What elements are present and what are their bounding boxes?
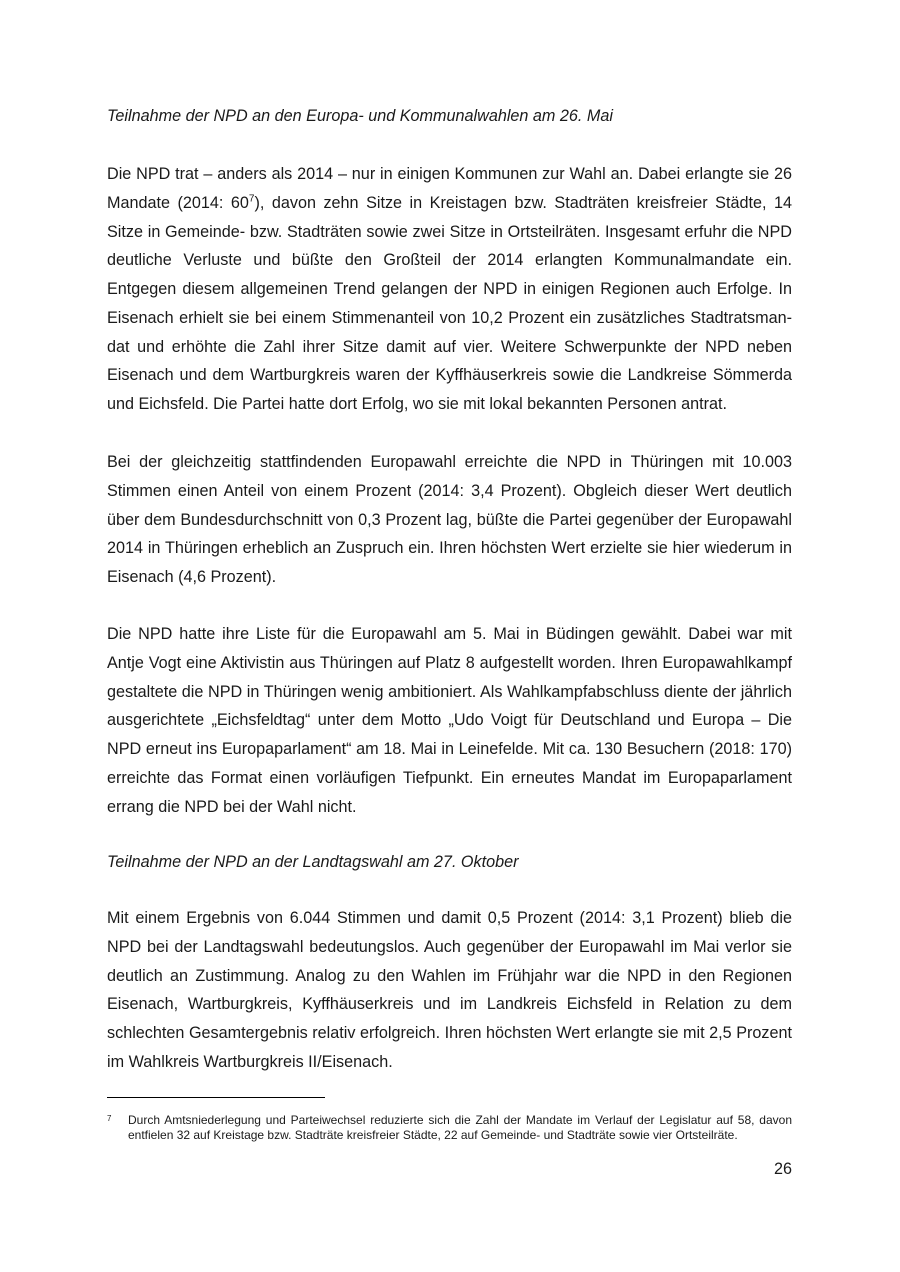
section-heading-landtagswahl: Teilnahme der NPD an der Landtagswahl am 27. Oktober	[107, 853, 519, 871]
footnote	[107, 1113, 792, 1143]
footnote-divider	[107, 1097, 325, 1098]
paragraph-landtagswahl: Mit einem Ergebnis von 6.044 Stimmen und damit 0,5 Prozent (2014: 3,1 Prozent) blieb die NPD bei der Landtagswahl bedeutungslos. Auch gegenüber der Europawahl im Mai verlor sie deutlich an Zustimmung. Analog zu den Wahlen im Frühjahr war die NPD in den Regionen Eisenach, Wartburgkreis, Kyffhäuserkreis und im Landkreis Eichsfeld in Relation zu dem schlechten Gesamtergebnis relativ erfolgreich. Ihren höchsten Wert erlangte sie mit 2,5 Prozent im Wahlkreis Wartburgkreis II/Eisenach.	[107, 909, 792, 1071]
section-heading-europa-kommunalwahl: Teilnahme der NPD an den Europa- und Kommunalwahlen am 26. Mai	[107, 107, 613, 125]
paragraph-kommunalwahl	[107, 160, 792, 419]
page-number: 26	[773, 1160, 792, 1178]
paragraph-kommunalwahl-text-start: Die NPD trat – anders als 2014 – nur in einigen Kommunen zur Wahl an. Dabei erlangte sie 26 Mandate (2014: 60	[107, 165, 792, 212]
paragraph-europawahl-liste: Die NPD hatte ihre Liste für die Europawahl am 5. Mai in Büdingen gewählt. Dabei war mit Antje Vogt eine Aktivistin aus Thüringen auf Platz 8 aufgestellt worden. Ihren Europawahlkampf gestaltete die NPD in Thüringen wenig ambitioniert. Als Wahlkampfabschluss diente der jährlich ausgerichtete „Eichsfeldtag“ unter dem Motto „Udo Voigt für Deutschland und Europa – Die NPD erneut ins Europaparlament“ am 18. Mai in Leinefelde. Mit ca. 130 Besuchern (2018: 170) erreichte das Format einen vorläufigen Tiefpunkt. Ein erneutes Mandat im Europaparlament errang die NPD bei der Wahl nicht.	[107, 625, 792, 816]
paragraph-kommunalwahl-text-end: ), davon zehn Sitze in Kreistagen bzw. Stadträten kreisfreier Städte, 14 Sitze in Gemeinde- bzw. Stadträten sowie zwei Sitze in Ortsteilräten. Insgesamt erfuhr die NPD deutliche Verluste und büßte den Großteil der 2014 erlangten Kommunalmandate ein. Entgegen diesem allgemeinen Trend gelangen der NPD in einigen Regionen auch Erfolge. In Eisenach erhielt sie bei einem Stimmenanteil von 10,2 Prozent ein zusätzliches Stadtratsmandat und erhöhte die Zahl ihrer Sitze damit auf vier. Weitere Schwerpunkte der NPD neben Eisenach und dem Wartburgkreis waren der Kyffhäuserkreis sowie die Landkreise Sömmerda und Eichsfeld. Die Partei hatte dort Erfolg, wo sie mit lokal bekannten Personen antrat.	[107, 193, 792, 413]
footnote-reference[interactable]: 7	[248, 193, 255, 205]
footnote-mark: 7	[107, 1114, 112, 1123]
footnote-text: Durch Amtsniederlegung und Parteiwechsel reduzierte sich die Zahl der Mandate im Verlauf der Legislatur auf 58, davon entfielen 32 auf Kreistage bzw. Stadträte kreisfreier Städte, 22 auf Gemeinde- und Stadträte sowie vier Ortsteilräte.	[128, 1113, 792, 1142]
paragraph-europawahl-ergebnis: Bei der gleichzeitig stattfindenden Europawahl erreichte die NPD in Thüringen mit 10.003 Stimmen einen Anteil von einem Prozent (2014: 3,4 Prozent). Obgleich dieser Wert deutlich über dem Bundesdurchschnitt von 0,3 Prozent lag, büßte die Partei gegenüber der Europawahl 2014 in Thüringen erheblich an Zuspruch ein. Ihren höchsten Wert erzielte sie hier wiederum in Eisenach (4,6 Prozent).	[107, 453, 792, 586]
